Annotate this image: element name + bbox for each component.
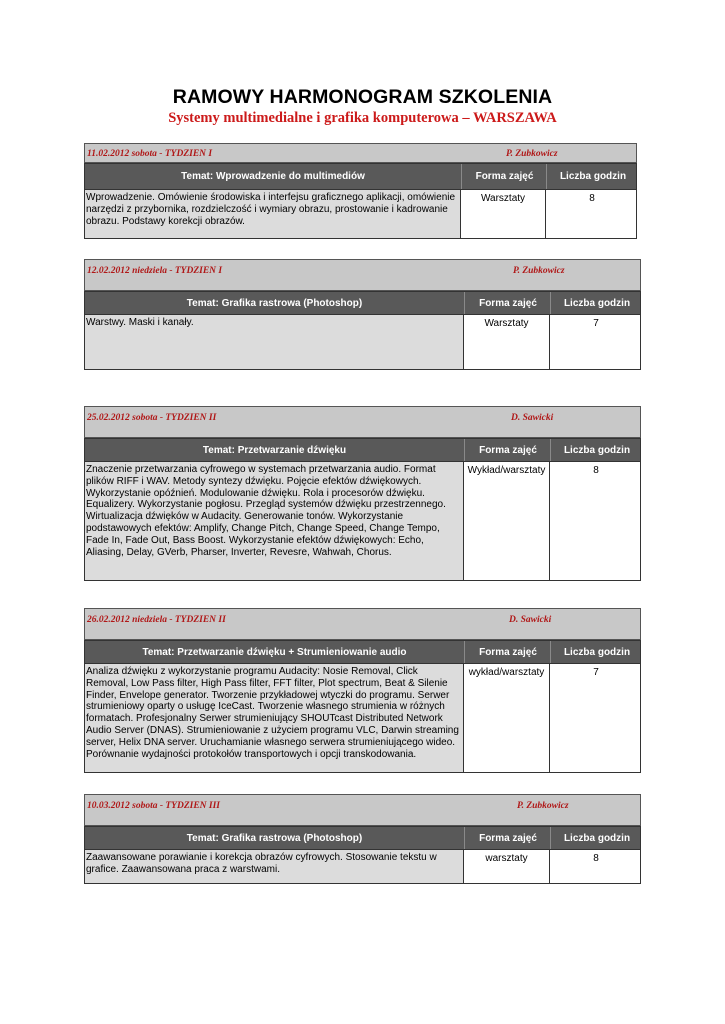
hours-header: Liczba godzin — [550, 439, 643, 461]
session-description: Analiza dźwięku z wykorzystanie programu Audacity: Nosie Removal, Click Removal, Low Pass filter, High Pass filter, FFT filter, Plot spectrum, Beat & Silenie Finder, Envelope generator. Tworzenie przykładowej wtyczki do programu. Serwer strumieniowy oparty o usługę IceCast. Tworzenie własnego strumienia w różnych formatach. Profesjonalny Serwer strumieniujący SHOUTcast Distributed Network Audio Server (DNAS). Strumieniowanie z użyciem programu VLC, Darwin streaming server, Helix DNA server. Uruchamianie własnego serwera strumieniującego wideo. Porównanie wydajności protokołów transportowych i opcji transkodowania. — [85, 664, 464, 772]
session-date-row — [84, 143, 637, 163]
session-content-row — [84, 850, 641, 884]
topic-header: Temat: Przetwarzanie dźwięku — [202, 444, 347, 456]
session-form: warsztaty — [464, 850, 550, 883]
session-description: Zaawansowane porawianie i korekcja obrazów cyfrowych. Stosowanie tekstu w grafice. Zaawansowana praca z warstwami. — [85, 850, 464, 883]
hours-header: Liczba godzin — [550, 827, 643, 849]
session-date: 10.03.2012 sobota - TYDZIEN III — [87, 801, 221, 811]
session-lecturer: P. Zubkowicz — [517, 801, 569, 811]
session-block — [84, 259, 641, 370]
session-header — [84, 438, 641, 462]
session-lecturer: D. Sawicki — [511, 413, 554, 423]
session-hours: 8 — [593, 853, 599, 864]
document-subtitle: Systemy multimedialne i grafika komputerowa – WARSZAWA — [168, 110, 557, 126]
form-header: Forma zajęć — [464, 292, 551, 314]
form-header: Forma zajęć — [464, 439, 551, 461]
session-header — [84, 640, 641, 664]
session-date: 26.02.2012 niedziela - TYDZIEN II — [87, 615, 226, 625]
session-block — [84, 406, 641, 581]
document-title: RAMOWY HARMONOGRAM SZKOLENIA — [172, 86, 553, 108]
session-content-row — [84, 664, 641, 773]
hours-header: Liczba godzin — [550, 641, 643, 663]
session-hours: 8 — [589, 193, 595, 204]
session-date-row — [84, 608, 641, 640]
session-date: 25.02.2012 sobota - TYDZIEN II — [87, 413, 217, 423]
session-header — [84, 163, 637, 190]
session-date-row — [84, 259, 641, 291]
session-lecturer: P. Zubkowicz — [506, 149, 558, 159]
session-content-row — [84, 315, 641, 370]
session-date: 11.02.2012 sobota - TYDZIEN I — [87, 149, 213, 159]
session-form: wykład/warsztaty — [464, 664, 550, 772]
session-hours: 8 — [593, 465, 599, 476]
session-description: Wprowadzenie. Omówienie środowiska i interfejsu graficznego aplikacji, omówienie narzędzi z przybornika, rozdzielczość i wymiary obrazu, prostowanie i kadrowanie obrazu. Podstawy korekcji obrazów. — [85, 190, 461, 238]
session-description: Warstwy. Maski i kanały. — [85, 315, 464, 369]
session-form: Warsztaty — [461, 190, 546, 238]
form-header: Forma zajęć — [464, 827, 551, 849]
topic-header: Temat: Wprowadzenie do multimediów — [181, 171, 365, 182]
session-content-row — [84, 462, 641, 581]
hours-header: Liczba godzin — [546, 164, 639, 189]
session-date-row — [84, 406, 641, 438]
session-form: Wykład/warsztaty — [464, 462, 550, 580]
session-date-row — [84, 794, 641, 826]
session-block — [84, 794, 641, 884]
session-lecturer: D. Sawicki — [509, 615, 552, 625]
session-hours: 7 — [593, 667, 599, 678]
session-description: Znaczenie przetwarzania cyfrowego w systemach przetwarzania audio. Format plików RIFF i WAV. Metody syntezy dźwięku. Pojęcie efektów dźwiękowych. Wykorzystanie opóźnień. Modulowanie dźwięku. Rola i procesorów dźwięku. Equalizery. Wykorzystanie pogłosu. Przegląd systemów dźwięku przestrzennego. Wirtualizacja dźwięków w Audacity. Generowanie tonów. Wykorzystanie podstawowych efektów: Amplify, Change Pitch, Change Speed, Change Tempo, Fade In, Fade Out, Bass Boost. Wykorzystanie efektów dźwiękowych: Echo, Aliasing, Delay, GVerb, Pharser, Inverter, Revesre, Wahwah, Chorus. — [85, 462, 464, 580]
session-date: 12.02.2012 niedziela - TYDZIEN I — [87, 266, 223, 276]
session-hours: 7 — [593, 318, 599, 329]
session-block — [84, 143, 637, 239]
topic-header: Temat: Przetwarzanie dźwięku + Strumieniowanie audio — [142, 646, 407, 658]
session-content-row — [84, 190, 637, 239]
session-header — [84, 826, 641, 850]
form-header: Forma zajęć — [461, 164, 547, 189]
hours-header: Liczba godzin — [550, 292, 643, 314]
form-header: Forma zajęć — [464, 641, 551, 663]
topic-header: Temat: Grafika rastrowa (Photoshop) — [186, 297, 363, 309]
session-header — [84, 291, 641, 315]
session-form: Warsztaty — [464, 315, 550, 369]
session-block — [84, 608, 641, 773]
topic-header: Temat: Grafika rastrowa (Photoshop) — [186, 832, 363, 844]
session-lecturer: P. Zubkowicz — [513, 266, 565, 276]
